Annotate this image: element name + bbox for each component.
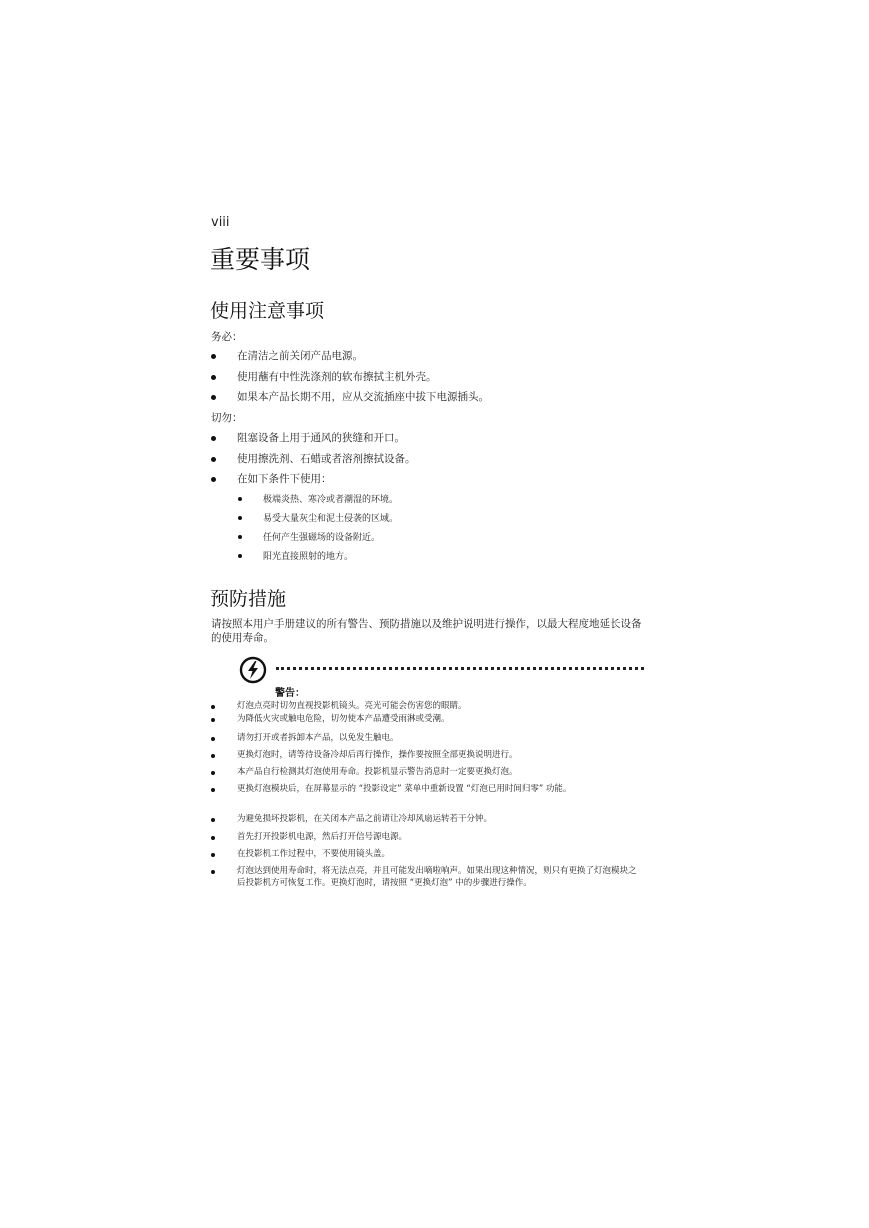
bullet-icon — [211, 737, 215, 741]
bullet-icon — [211, 754, 215, 758]
bullet-icon — [211, 718, 215, 722]
bullet-icon — [211, 375, 216, 380]
never-label: 切勿： — [211, 412, 243, 424]
bullet-icon — [238, 554, 242, 558]
bullet-icon — [211, 788, 215, 792]
warning-label: 警告： — [275, 688, 305, 699]
must-label: 务必： — [211, 331, 243, 343]
bullet-icon — [211, 853, 215, 857]
bullet-icon — [238, 535, 242, 539]
bullet-icon — [211, 457, 216, 462]
lightning-warning-icon — [239, 656, 267, 684]
bullet-icon — [211, 870, 215, 874]
bullet-icon — [238, 497, 242, 501]
bullet-icon — [211, 477, 216, 482]
bullet-icon — [211, 771, 215, 775]
bullet-icon — [211, 705, 215, 709]
bullet-icon — [211, 818, 215, 822]
bullet-icon — [211, 836, 215, 840]
page-number: viii — [211, 215, 230, 230]
bullet-icon — [211, 436, 216, 441]
warning-divider — [276, 667, 644, 670]
section-heading-precautions: 预防措施 — [210, 588, 287, 610]
bullet-icon — [238, 516, 242, 520]
bullet-icon — [211, 395, 216, 400]
page-title: 重要事项 — [210, 245, 311, 274]
section-heading-usage: 使用注意事项 — [210, 300, 325, 322]
precautions-intro: 请按照本用户手册建议的所有警告、预防措施以及维护说明进行操作，以最大程度地延长设备的使用寿命。 — [211, 618, 642, 644]
bullet-icon — [211, 354, 216, 359]
